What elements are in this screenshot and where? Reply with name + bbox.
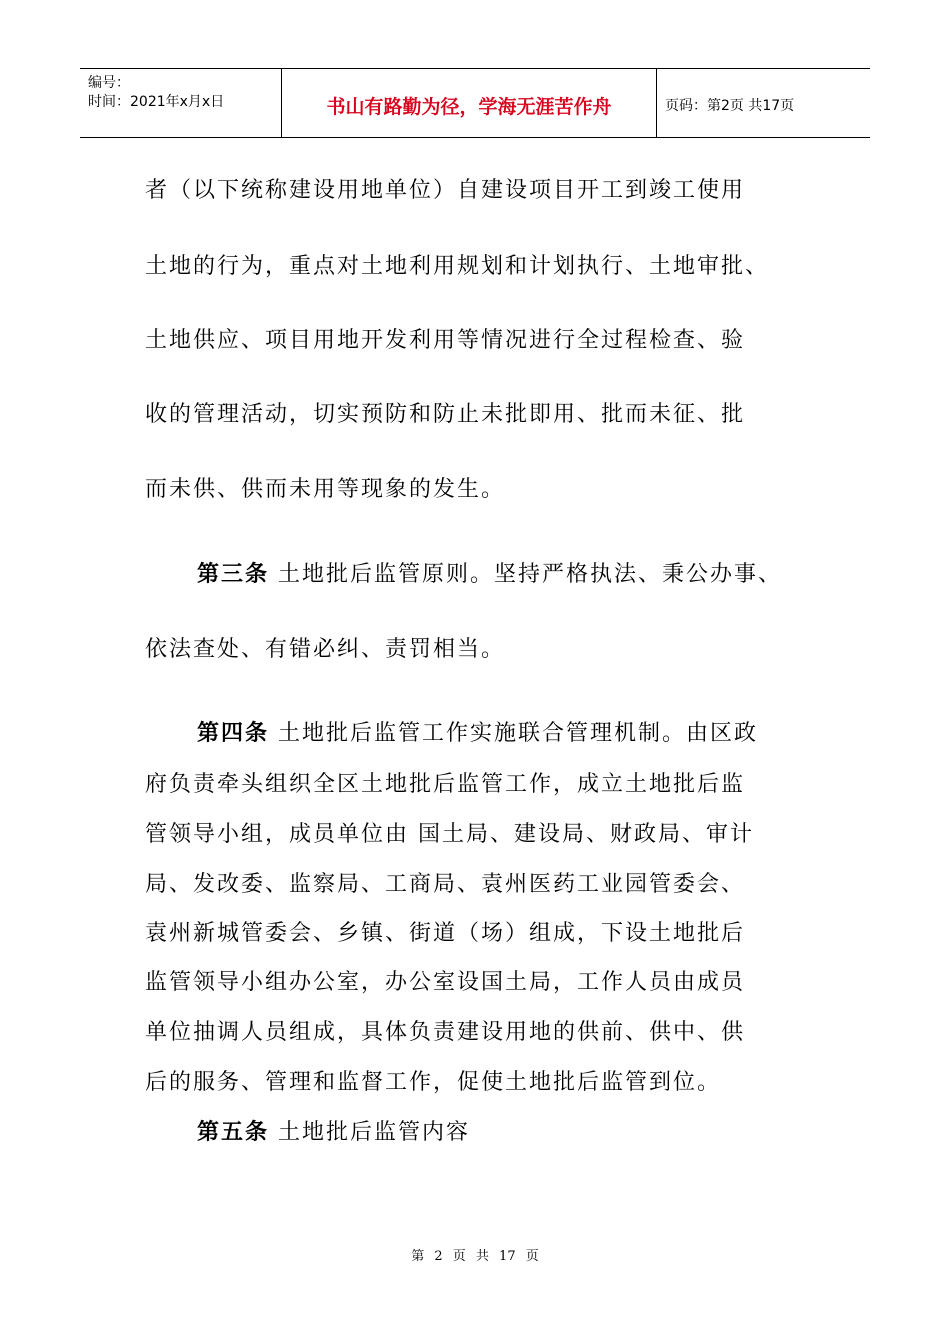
article4-line: 后的服务、管理和监督工作，促使土地批后监管到位。	[145, 1070, 722, 1095]
para1-line: 土地供应、项目用地开发利用等情况进行全过程检查、验	[145, 328, 746, 353]
article4-line: 府负责牵头组织全区土地批后监管工作，成立土地批后监	[145, 772, 746, 797]
para1-line: 者（以下统称建设用地单位）自建设项目开工到竣工使用	[145, 178, 746, 203]
article4-line: 局、发改委、监察局、工商局、袁州医药工业园管委会、	[145, 872, 746, 897]
para1-line: 收的管理活动，切实预防和防止未批即用、批而未征、批	[145, 402, 746, 427]
header-motto: 书山有路勤为径，学海无涯苦作舟	[282, 69, 657, 137]
article4-text: 土地批后监管工作实施联合管理机制。由区政	[269, 721, 759, 746]
article4-label: 第四条	[197, 721, 270, 746]
header-page-label: 页码：第2页 共17页	[665, 98, 795, 114]
article4-line: 监管领导小组办公室，办公室设国土局，工作人员由成员	[145, 970, 746, 995]
header-meta	[80, 69, 282, 137]
time-label: 时间：2021年x月x日	[88, 94, 225, 110]
article5-text: 土地批后监管内容	[269, 1120, 471, 1145]
number-label: 编号：	[88, 75, 130, 91]
para1-line: 而未供、供而未用等现象的发生。	[145, 477, 506, 502]
article4-line: 管领导小组，成员单位由 国土局、建设局、财政局、审计	[145, 822, 754, 847]
article3-label: 第三条	[197, 562, 270, 587]
article3-line	[197, 557, 782, 588]
article4-line: 袁州新城管委会、乡镇、街道（场）组成，下设土地批后	[145, 921, 746, 946]
para1-line: 土地的行为，重点对土地利用规划和计划执行、土地审批、	[145, 254, 770, 279]
article4-line: 单位抽调人员组成，具体负责建设用地的供前、供中、供	[145, 1020, 746, 1045]
article5-label: 第五条	[197, 1120, 270, 1145]
article3-text: 土地批后监管原则。坚持严格执法、秉公办事、	[269, 562, 783, 587]
article5-line	[197, 1115, 470, 1146]
article4-line	[197, 716, 758, 747]
page-footer: 第 2 页 共 17 页	[411, 1249, 539, 1264]
header-table	[80, 68, 870, 138]
article3-line: 依法查处、有错必纠、责罚相当。	[145, 637, 506, 662]
